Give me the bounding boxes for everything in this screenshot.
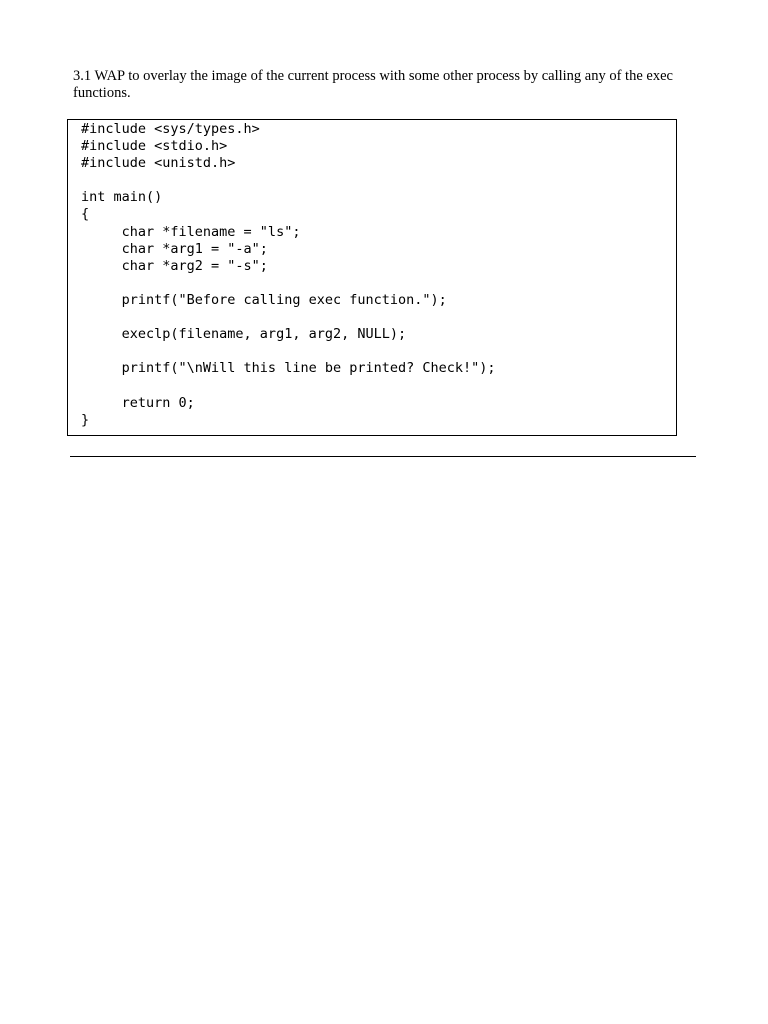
code-line: #include <stdio.h> — [81, 138, 228, 155]
code-line: execlp(filename, arg1, arg2, NULL); — [81, 326, 407, 343]
code-listing-box — [67, 119, 677, 436]
code-line — [81, 377, 496, 394]
code-line: char *filename = "ls"; — [81, 223, 301, 240]
code-line: return 0; — [81, 394, 195, 411]
code-line: char *arg2 = "-s"; — [81, 257, 268, 274]
code-line: { — [81, 206, 90, 223]
code-line: printf("Before calling exec function."); — [81, 291, 447, 308]
code-line: char *arg1 = "-a"; — [81, 240, 268, 257]
question-text: 3.1 WAP to overlay the image of the current process with some other process by calling any of the exec functions. — [73, 68, 673, 101]
code-line — [81, 309, 496, 326]
code-line: int main() — [81, 189, 163, 206]
code-listing — [81, 121, 496, 429]
code-line: #include <sys/types.h> — [81, 121, 260, 137]
code-line — [81, 343, 496, 360]
code-line — [81, 275, 496, 292]
horizontal-divider — [70, 456, 696, 457]
code-line: #include <unistd.h> — [81, 155, 236, 172]
code-line: printf("\nWill this line be printed? Check!"); — [81, 360, 496, 377]
code-line — [81, 172, 496, 189]
code-line: } — [81, 411, 90, 428]
